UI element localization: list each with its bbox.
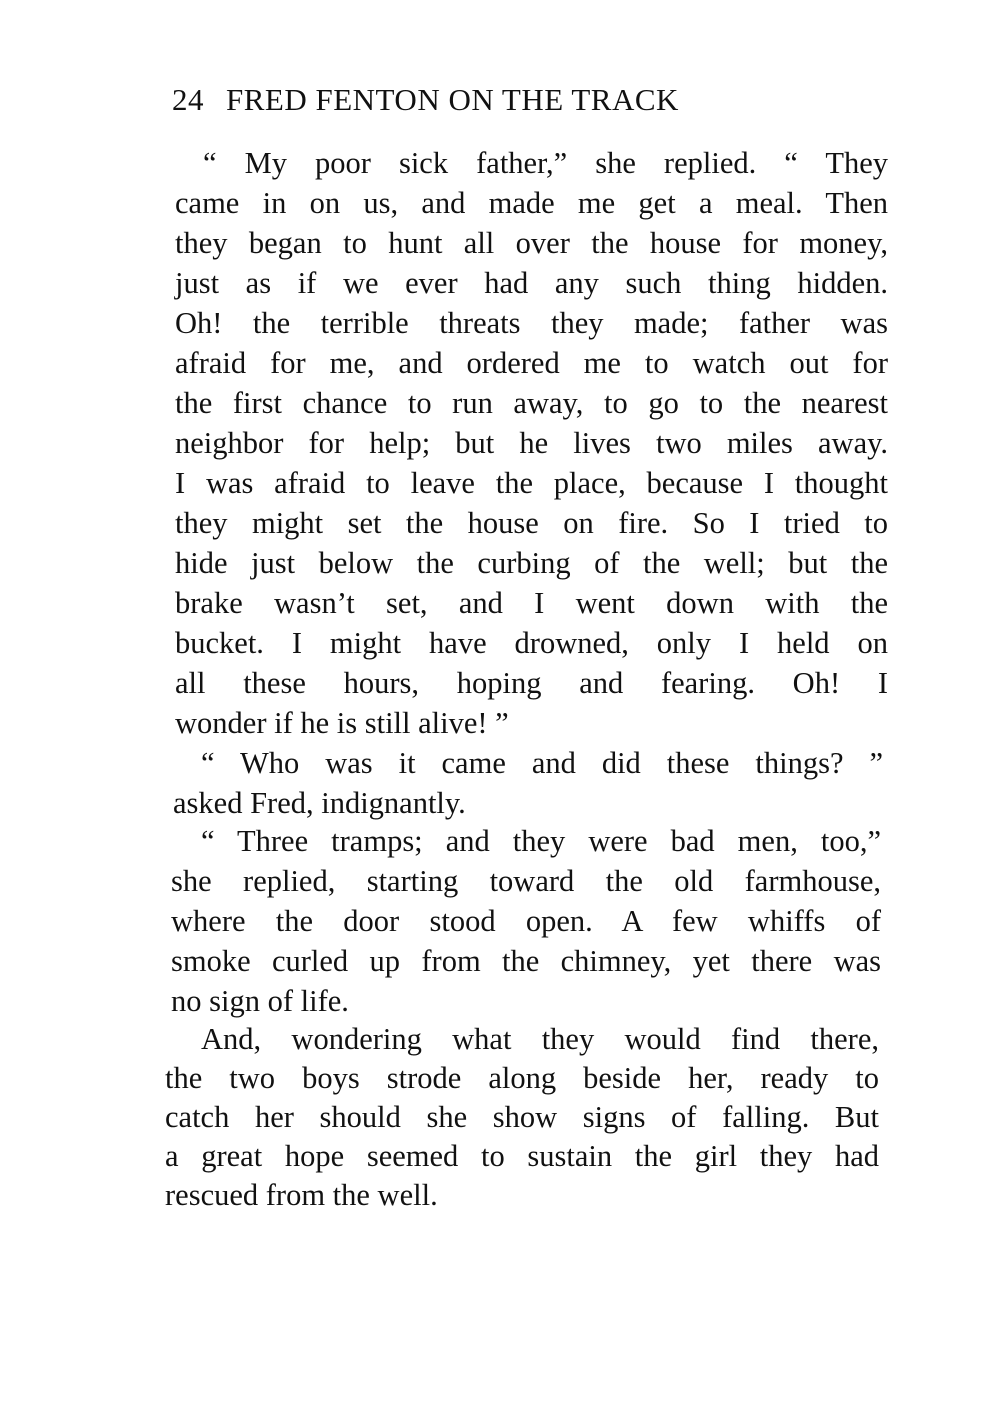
- text-line: Oh! the terrible threats they made; father was: [175, 306, 888, 340]
- running-title: FRED FENTON ON THE TRACK: [226, 82, 679, 117]
- text-line: brake wasn’t set, and I went down with the: [175, 586, 888, 620]
- text-line: asked Fred, indignantly.: [173, 786, 466, 820]
- text-line: they might set the house on fire. So I tried to: [175, 506, 888, 540]
- text-line: bucket. I might have drowned, only I held on: [175, 626, 888, 660]
- text-line: I was afraid to leave the place, because I thought: [175, 466, 888, 500]
- text-line: the first chance to run away, to go to the nearest: [175, 386, 888, 420]
- text-line: a great hope seemed to sustain the girl they had: [165, 1139, 879, 1173]
- text-line: “ My poor sick father,” she replied. “ They: [203, 146, 888, 180]
- text-line: And, wondering what they would find there,: [201, 1022, 879, 1056]
- text-line: no sign of life.: [171, 984, 349, 1018]
- text-line: they began to hunt all over the house for money,: [175, 226, 888, 260]
- text-line: she replied, starting toward the old farmhouse,: [171, 864, 881, 898]
- text-line: smoke curled up from the chimney, yet there was: [171, 944, 881, 978]
- text-line: “ Three tramps; and they were bad men, too,”: [201, 824, 881, 858]
- running-head: [172, 82, 832, 118]
- text-line: just as if we ever had any such thing hidden.: [175, 266, 888, 300]
- text-line: the two boys strode along beside her, ready to: [165, 1061, 879, 1095]
- text-line: wonder if he is still alive! ”: [175, 706, 509, 740]
- text-line: where the door stood open. A few whiffs of: [171, 904, 881, 938]
- text-line: rescued from the well.: [165, 1178, 438, 1212]
- text-line: catch her should she show signs of falling. But: [165, 1100, 879, 1134]
- text-line: hide just below the curbing of the well; but the: [175, 546, 888, 580]
- text-line: neighbor for help; but he lives two miles away.: [175, 426, 888, 460]
- text-line: came in on us, and made me get a meal. Then: [175, 186, 888, 220]
- text-line: all these hours, hoping and fearing. Oh! I: [175, 666, 888, 700]
- page-number: 24: [172, 82, 204, 117]
- text-line: afraid for me, and ordered me to watch out for: [175, 346, 888, 380]
- text-line: “ Who was it came and did these things? ”: [201, 746, 883, 780]
